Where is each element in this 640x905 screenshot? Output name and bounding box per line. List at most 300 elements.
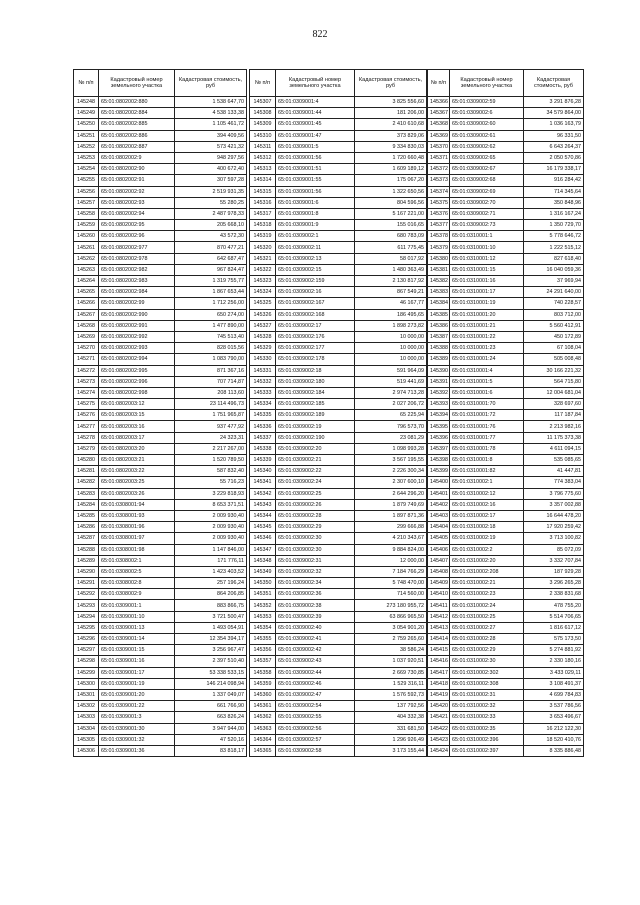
- cadastral-value: 803 712,00: [524, 309, 584, 320]
- table-row: [74, 197, 247, 208]
- cadastral-value: 23 114 496,73: [175, 399, 247, 410]
- row-number: 145398: [428, 455, 450, 466]
- cadastral-number: 65:01:0309001:4: [276, 97, 355, 108]
- cadastral-number: 65:01:0309001:17: [99, 667, 175, 678]
- row-number: 145356: [250, 645, 276, 656]
- cadastral-value: 3 054 901,20: [355, 622, 427, 633]
- cadastral-value: 41 447,81: [524, 466, 584, 477]
- cadastral-value: 967 824,47: [175, 264, 247, 275]
- table-row: [250, 656, 427, 667]
- cadastral-number: 65:01:0309001:22: [99, 701, 175, 712]
- row-number: 145389: [428, 354, 450, 365]
- table-row: [428, 343, 584, 354]
- cadastral-number: 65:01:0802002:93: [99, 197, 175, 208]
- table-row: [428, 376, 584, 387]
- cadastral-value: 5 514 706,65: [524, 611, 584, 622]
- row-number: 145324: [250, 287, 276, 298]
- cadastral-number: 65:01:0802002:978: [99, 253, 175, 264]
- cadastral-value: 17 920 259,42: [524, 522, 584, 533]
- row-number: 145323: [250, 276, 276, 287]
- cadastral-value: 18 520 410,76: [524, 734, 584, 745]
- table-row: [428, 678, 584, 689]
- row-number: 145369: [428, 130, 450, 141]
- row-number: 145252: [74, 141, 99, 152]
- cadastral-value: 83 818,17: [175, 745, 247, 756]
- cadastral-number: 65:01:0309001:19: [99, 678, 175, 689]
- cadastral-value: 796 573,70: [355, 421, 427, 432]
- cadastral-number: 65:01:0309002:168: [276, 309, 355, 320]
- table-row: [428, 510, 584, 521]
- cadastral-number: 65:01:0802002:983: [99, 276, 175, 287]
- cadastral-value: 661 766,90: [175, 701, 247, 712]
- row-number: 145342: [250, 488, 276, 499]
- table-row: [74, 141, 247, 152]
- cadastral-value: 2 217 267,00: [175, 443, 247, 454]
- cadastral-number: 65:01:0309001:51: [276, 164, 355, 175]
- cadastral-value: 63 866 965,50: [355, 611, 427, 622]
- cadastral-number: 65:01:0802003:17: [99, 432, 175, 443]
- cadastral-table-1: [73, 69, 247, 757]
- cadastral-number: 65:01:0309002:68: [450, 175, 524, 186]
- cadastral-number: 65:01:0309001:55: [276, 175, 355, 186]
- table-row: [428, 611, 584, 622]
- cadastral-value: 257 196,24: [175, 578, 247, 589]
- cadastral-number: 65:01:0308001:97: [99, 533, 175, 544]
- row-number: 145365: [250, 745, 276, 756]
- row-number: 145372: [428, 164, 450, 175]
- cadastral-value: 1 477 890,00: [175, 320, 247, 331]
- table-row: [74, 164, 247, 175]
- table-row: [428, 645, 584, 656]
- row-number: 145392: [428, 387, 450, 398]
- cadastral-number: 65:01:0802002:885: [99, 119, 175, 130]
- cadastral-value: 3 433 029,11: [524, 667, 584, 678]
- cadastral-value: 5 560 412,91: [524, 320, 584, 331]
- cadastral-value: 1 147 846,00: [175, 544, 247, 555]
- cadastral-value: 117 187,84: [524, 410, 584, 421]
- table-row: [74, 242, 247, 253]
- cadastral-value: 714 560,00: [355, 589, 427, 600]
- cadastral-number: 65:01:0310001:12: [450, 253, 524, 264]
- cadastral-value: 6 643 264,37: [524, 141, 584, 152]
- cadastral-number: 65:01:0309001:32: [99, 734, 175, 745]
- cadastral-number: 65:01:0310001:70: [450, 399, 524, 410]
- row-number: 145261: [74, 242, 99, 253]
- cadastral-value: 181 206,00: [355, 108, 427, 119]
- cadastral-number: 65:01:0802002:886: [99, 130, 175, 141]
- cadastral-number: 65:01:0310002:21: [450, 578, 524, 589]
- cadastral-number: 65:01:0309001:6: [276, 197, 355, 208]
- cadastral-value: 2 519 931,35: [175, 186, 247, 197]
- cadastral-value: 2 487 978,33: [175, 208, 247, 219]
- cadastral-value: 350 848,96: [524, 197, 584, 208]
- table-row: [250, 555, 427, 566]
- cadastral-number: 65:01:0309002:26: [276, 499, 355, 510]
- cadastral-value: 2 009 930,40: [175, 510, 247, 521]
- cadastral-value: 740 228,57: [524, 298, 584, 309]
- table-row: [74, 522, 247, 533]
- cadastral-value: 5 778 646,72: [524, 231, 584, 242]
- cadastral-number: 65:01:0309001:1: [99, 600, 175, 611]
- row-number: 145301: [74, 689, 99, 700]
- row-number: 145420: [428, 701, 450, 712]
- cadastral-value: 2 669 730,85: [355, 667, 427, 678]
- table-row: [74, 354, 247, 365]
- cadastral-value: 187 929,28: [524, 566, 584, 577]
- table-row: [250, 578, 427, 589]
- row-number: 145330: [250, 354, 276, 365]
- table-row: [428, 656, 584, 667]
- cadastral-value: 404 332,38: [355, 712, 427, 723]
- cadastral-value: 328 697,60: [524, 399, 584, 410]
- cadastral-value: 883 866,75: [175, 600, 247, 611]
- cadastral-value: 1 105 461,72: [175, 119, 247, 130]
- cadastral-value: 7 184 766,29: [355, 566, 427, 577]
- cadastral-value: 2 009 930,40: [175, 522, 247, 533]
- table-row: [250, 343, 427, 354]
- cadastral-number: 65:01:0309002:34: [276, 578, 355, 589]
- cadastral-number: 65:01:0310001:76: [450, 421, 524, 432]
- row-number: 145309: [250, 119, 276, 130]
- table-row: [250, 208, 427, 219]
- cadastral-value: 299 666,88: [355, 522, 427, 533]
- row-number: 145249: [74, 108, 99, 119]
- cadastral-value: 12 000,00: [355, 555, 427, 566]
- row-number: 145381: [428, 264, 450, 275]
- row-number: 145343: [250, 499, 276, 510]
- header-cadastral-number: Кадастровый номер земельного участка: [276, 70, 355, 97]
- cadastral-number: 65:01:0309001:8: [276, 208, 355, 219]
- cadastral-value: 2 338 831,68: [524, 589, 584, 600]
- cadastral-value: 1 816 617,12: [524, 622, 584, 633]
- row-number: 145421: [428, 712, 450, 723]
- cadastral-value: 1 493 054,91: [175, 622, 247, 633]
- row-number: 145418: [428, 678, 450, 689]
- table-row: [250, 455, 427, 466]
- row-number: 145385: [428, 309, 450, 320]
- row-number: 145360: [250, 689, 276, 700]
- row-number: 145269: [74, 331, 99, 342]
- table-row: [428, 622, 584, 633]
- cadastral-value: 2 130 817,92: [355, 276, 427, 287]
- table-row: [428, 488, 584, 499]
- table-row: [250, 410, 427, 421]
- cadastral-value: 2 226 300,34: [355, 466, 427, 477]
- cadastral-number: 65:01:0309002:177: [276, 343, 355, 354]
- cadastral-number: 65:01:0309002:178: [276, 354, 355, 365]
- cadastral-number: 65:01:0308002:8: [99, 578, 175, 589]
- cadastral-value: 1 337 049,07: [175, 689, 247, 700]
- cadastral-number: 65:01:0309002:32: [276, 566, 355, 577]
- cadastral-value: 3 291 876,28: [524, 97, 584, 108]
- cadastral-value: 2 759 265,60: [355, 634, 427, 645]
- table-row: [250, 119, 427, 130]
- cadastral-number: 65:01:0309001:14: [99, 634, 175, 645]
- cadastral-number: 65:01:0309002:18: [276, 365, 355, 376]
- table-row: [250, 723, 427, 734]
- table-row: [250, 466, 427, 477]
- cadastral-number: 65:01:0802002:990: [99, 309, 175, 320]
- cadastral-number: 65:01:0308002:9: [99, 589, 175, 600]
- cadastral-number: 65:01:0802002:887: [99, 141, 175, 152]
- table-row: [428, 208, 584, 219]
- row-number: 145404: [428, 522, 450, 533]
- table-row: [428, 723, 584, 734]
- cadastral-number: 65:01:0310001:19: [450, 298, 524, 309]
- table-row: [74, 689, 247, 700]
- row-number: 145374: [428, 186, 450, 197]
- cadastral-number: 65:01:0310001:72: [450, 410, 524, 421]
- table-row: [250, 298, 427, 309]
- row-number: 145394: [428, 410, 450, 421]
- table-row: [428, 298, 584, 309]
- cadastral-value: 3 721 500,47: [175, 611, 247, 622]
- table-row: [74, 466, 247, 477]
- cadastral-value: 34 579 864,00: [524, 108, 584, 119]
- cadastral-number: 65:01:0309002:28: [276, 510, 355, 521]
- table-row: [74, 455, 247, 466]
- cadastral-number: 65:01:0310001:77: [450, 432, 524, 443]
- cadastral-value: 2 410 610,68: [355, 119, 427, 130]
- cadastral-value: 1 529 316,11: [355, 678, 427, 689]
- cadastral-value: 137 792,56: [355, 701, 427, 712]
- row-number: 145331: [250, 365, 276, 376]
- cadastral-value: 804 596,56: [355, 197, 427, 208]
- table-row: [250, 376, 427, 387]
- row-number: 145271: [74, 354, 99, 365]
- cadastral-number: 65:01:0802002:884: [99, 108, 175, 119]
- cadastral-value: 155 016,65: [355, 220, 427, 231]
- cadastral-number: 65:01:0802002:977: [99, 242, 175, 253]
- cadastral-number: 65:01:0310001:10: [450, 242, 524, 253]
- cadastral-value: 12 354 394,17: [175, 634, 247, 645]
- cadastral-number: 65:01:0309002:31: [276, 555, 355, 566]
- table-row: [74, 152, 247, 163]
- row-number: 145253: [74, 152, 99, 163]
- cadastral-value: 10 000,00: [355, 354, 427, 365]
- cadastral-value: 1 296 926,49: [355, 734, 427, 745]
- cadastral-value: 12 004 681,04: [524, 387, 584, 398]
- cadastral-number: 65:01:0308001:96: [99, 522, 175, 533]
- cadastral-number: 65:01:0309001:10: [99, 611, 175, 622]
- cadastral-number: 65:01:0310001:16: [450, 276, 524, 287]
- row-number: 145423: [428, 734, 450, 745]
- table-row: [428, 130, 584, 141]
- table-row: [74, 220, 247, 231]
- cadastral-number: 65:01:0309002:20: [276, 443, 355, 454]
- table-row: [74, 320, 247, 331]
- cadastral-number: 65:01:0802002:982: [99, 264, 175, 275]
- cadastral-number: 65:01:0309002:16: [276, 287, 355, 298]
- table-row: [74, 712, 247, 723]
- table-row: [250, 443, 427, 454]
- row-number: 145285: [74, 510, 99, 521]
- cadastral-number: 65:01:0309002:19: [276, 421, 355, 432]
- row-number: 145259: [74, 220, 99, 231]
- table-row: [74, 656, 247, 667]
- cadastral-number: 65:01:0309002:41: [276, 634, 355, 645]
- table-row: [74, 287, 247, 298]
- cadastral-value: 2 213 982,16: [524, 421, 584, 432]
- table-row: [74, 410, 247, 421]
- table-row: [428, 264, 584, 275]
- row-number: 145251: [74, 130, 99, 141]
- table-row: [74, 376, 247, 387]
- header-cadastral-number: Кадастровый номер земельного участка: [450, 70, 524, 97]
- cadastral-value: 871 367,16: [175, 365, 247, 376]
- cadastral-value: 827 618,40: [524, 253, 584, 264]
- row-number: 145268: [74, 320, 99, 331]
- row-number: 145294: [74, 611, 99, 622]
- cadastral-value: 47 520,16: [175, 734, 247, 745]
- row-number: 145334: [250, 399, 276, 410]
- table-row: [428, 365, 584, 376]
- cadastral-number: 65:01:0310002:19: [450, 533, 524, 544]
- row-number: 145315: [250, 186, 276, 197]
- cadastral-number: 65:01:0310002:208: [450, 566, 524, 577]
- row-number: 145318: [250, 220, 276, 231]
- table-row: [74, 499, 247, 510]
- cadastral-value: 10 000,00: [355, 343, 427, 354]
- cadastral-value: 10 000,00: [355, 331, 427, 342]
- table-row: [428, 600, 584, 611]
- cadastral-number: 65:01:0309001:13: [99, 622, 175, 633]
- page-number: 822: [312, 29, 328, 40]
- row-number: 145260: [74, 231, 99, 242]
- cadastral-value: 3 567 195,55: [355, 455, 427, 466]
- row-number: 145419: [428, 689, 450, 700]
- cadastral-number: 65:01:0308001:94: [99, 499, 175, 510]
- row-number: 145291: [74, 578, 99, 589]
- row-number: 145405: [428, 533, 450, 544]
- cadastral-value: 573 421,32: [175, 141, 247, 152]
- table-row: [74, 108, 247, 119]
- cadastral-value: 3 332 707,84: [524, 555, 584, 566]
- row-number: 145339: [250, 455, 276, 466]
- table-row: [74, 130, 247, 141]
- cadastral-value: 3 173 155,44: [355, 745, 427, 756]
- cadastral-number: 65:01:0309002:54: [276, 701, 355, 712]
- cadastral-number: 65:01:0309002:71: [450, 208, 524, 219]
- cadastral-value: 53 338 533,15: [175, 667, 247, 678]
- cadastral-number: 65:01:0310002:2: [450, 544, 524, 555]
- table-row: [74, 208, 247, 219]
- cadastral-value: 96 331,50: [524, 130, 584, 141]
- table-row: [250, 354, 427, 365]
- cadastral-value: 9 334 830,03: [355, 141, 427, 152]
- cadastral-number: 65:01:0310002:30: [450, 656, 524, 667]
- row-number: 145397: [428, 443, 450, 454]
- cadastral-number: 65:01:0310002:397: [450, 745, 524, 756]
- table-row: [250, 365, 427, 376]
- cadastral-number: 65:01:0309002:159: [276, 276, 355, 287]
- row-number: 145305: [74, 734, 99, 745]
- cadastral-table-2: [249, 69, 427, 757]
- table-row: [250, 320, 427, 331]
- cadastral-number: 65:01:0802002:91: [99, 175, 175, 186]
- cadastral-number: 65:01:0309001:16: [99, 656, 175, 667]
- cadastral-number: 65:01:0309001:44: [276, 108, 355, 119]
- row-number: 145303: [74, 712, 99, 723]
- cadastral-value: 55 280,25: [175, 197, 247, 208]
- cadastral-number: 65:01:0310002:33: [450, 712, 524, 723]
- cadastral-number: 65:01:0802003:20: [99, 443, 175, 454]
- table-row: [74, 701, 247, 712]
- cadastral-number: 65:01:0802003:16: [99, 421, 175, 432]
- cadastral-number: 65:01:0309002:69: [450, 186, 524, 197]
- cadastral-value: 1 037 920,51: [355, 656, 427, 667]
- row-number: 145371: [428, 152, 450, 163]
- table-row: [250, 499, 427, 510]
- cadastral-value: 4 699 784,83: [524, 689, 584, 700]
- table-row: [74, 331, 247, 342]
- cadastral-value: 745 513,40: [175, 331, 247, 342]
- row-number: 145298: [74, 656, 99, 667]
- cadastral-number: 65:01:0309002:29: [276, 522, 355, 533]
- row-number: 145289: [74, 555, 99, 566]
- cadastral-number: 65:01:0309002:65: [450, 152, 524, 163]
- cadastral-number: 65:01:0310002:25: [450, 611, 524, 622]
- cadastral-value: 9 884 824,00: [355, 544, 427, 555]
- table-row: [74, 544, 247, 555]
- cadastral-value: 4 210 343,67: [355, 533, 427, 544]
- table-row: [74, 477, 247, 488]
- table-row: [250, 97, 427, 108]
- table-row: [428, 466, 584, 477]
- row-number: 145402: [428, 499, 450, 510]
- table-row: [428, 712, 584, 723]
- table-row: [74, 488, 247, 499]
- cadastral-value: 3 296 265,28: [524, 578, 584, 589]
- cadastral-number: 65:01:0802002:993: [99, 343, 175, 354]
- row-number: 145345: [250, 522, 276, 533]
- row-number: 145262: [74, 253, 99, 264]
- cadastral-number: 65:01:0802003:25: [99, 477, 175, 488]
- row-number: 145308: [250, 108, 276, 119]
- table-row: [74, 231, 247, 242]
- row-number: 145386: [428, 320, 450, 331]
- cadastral-number: 65:01:0802002:880: [99, 97, 175, 108]
- cadastral-number: 65:01:0308001:98: [99, 544, 175, 555]
- table-row: [250, 522, 427, 533]
- table-row: [428, 634, 584, 645]
- table-row: [428, 701, 584, 712]
- row-number: 145366: [428, 97, 450, 108]
- cadastral-number: 65:01:0310001:82: [450, 466, 524, 477]
- row-number: 145378: [428, 231, 450, 242]
- row-number: 145275: [74, 399, 99, 410]
- cadastral-number: 65:01:0309002:62: [450, 141, 524, 152]
- row-number: 145367: [428, 108, 450, 119]
- cadastral-value: 1 751 965,87: [175, 410, 247, 421]
- table-row: [250, 611, 427, 622]
- cadastral-value: 5 167 221,00: [355, 208, 427, 219]
- row-number: 145256: [74, 186, 99, 197]
- table-row: [250, 533, 427, 544]
- table-row: [250, 186, 427, 197]
- row-number: 145329: [250, 343, 276, 354]
- row-number: 145411: [428, 600, 450, 611]
- table-row: [74, 745, 247, 756]
- table-row: [74, 443, 247, 454]
- table-row: [74, 723, 247, 734]
- cadastral-number: 65:01:0309002:56: [276, 723, 355, 734]
- table-row: [428, 276, 584, 287]
- table-row: [428, 734, 584, 745]
- cadastral-value: 1 538 647,70: [175, 97, 247, 108]
- cadastral-number: 65:01:0802002:996: [99, 376, 175, 387]
- cadastral-number: 65:01:0802002:998: [99, 387, 175, 398]
